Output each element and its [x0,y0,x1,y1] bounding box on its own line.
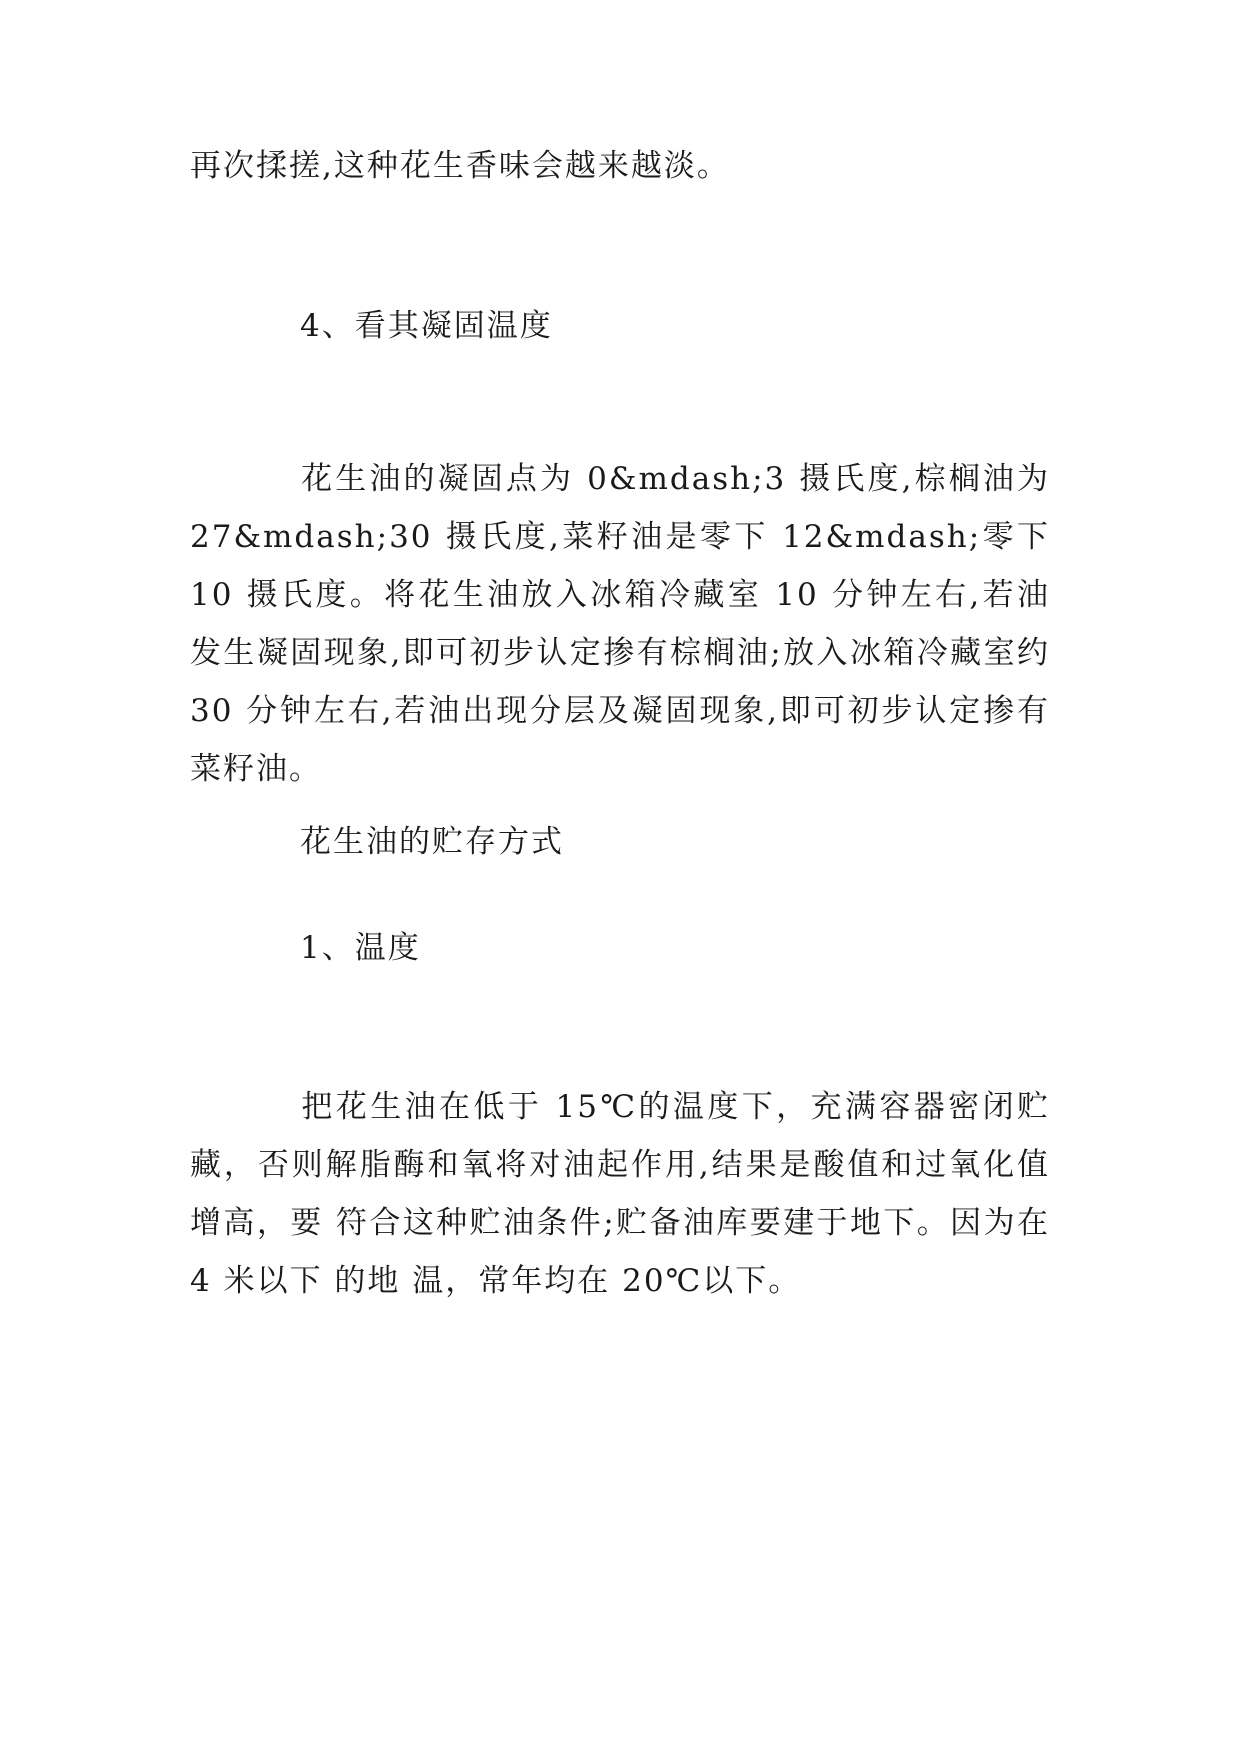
paragraph-temperature [190,1078,1050,1310]
section-title-storage: 花生油的贮存方式 [300,824,564,860]
paragraph-solidify-text: 花生油的凝固点为 0&mdash;3 摄氏度,棕榈油为 27&mdash;30 摄氏度,菜籽油是零下 12&mdash;零下 10 摄氏度。将花生油放入冰箱冷藏室 10 分钟左右,若油发生凝固现象,即可初步认定掺有棕榈油;放入冰箱冷藏室约 30 分钟左右,若油出现分层及凝固现象,即可初步认定掺有菜籽油。 [190,461,1050,787]
paragraph-temperature-text: 把花生油在低于 15℃的温度下，充满容器密闭贮藏，否则解脂酶和氧将对油起作用,结果是酸值和过氧化值增高，要 符合这种贮油条件;贮备油库要建于地下。因为在 4 米以下 的地 温，常年均在 20℃以下。 [190,1089,1050,1299]
heading-temperature: 1、温度 [300,930,421,966]
continuation-line: 再次揉搓,这种花生香味会越来越淡。 [190,148,730,184]
heading-solidify-temperature: 4、看其凝固温度 [300,308,553,344]
paragraph-solidify-point [190,450,1050,798]
